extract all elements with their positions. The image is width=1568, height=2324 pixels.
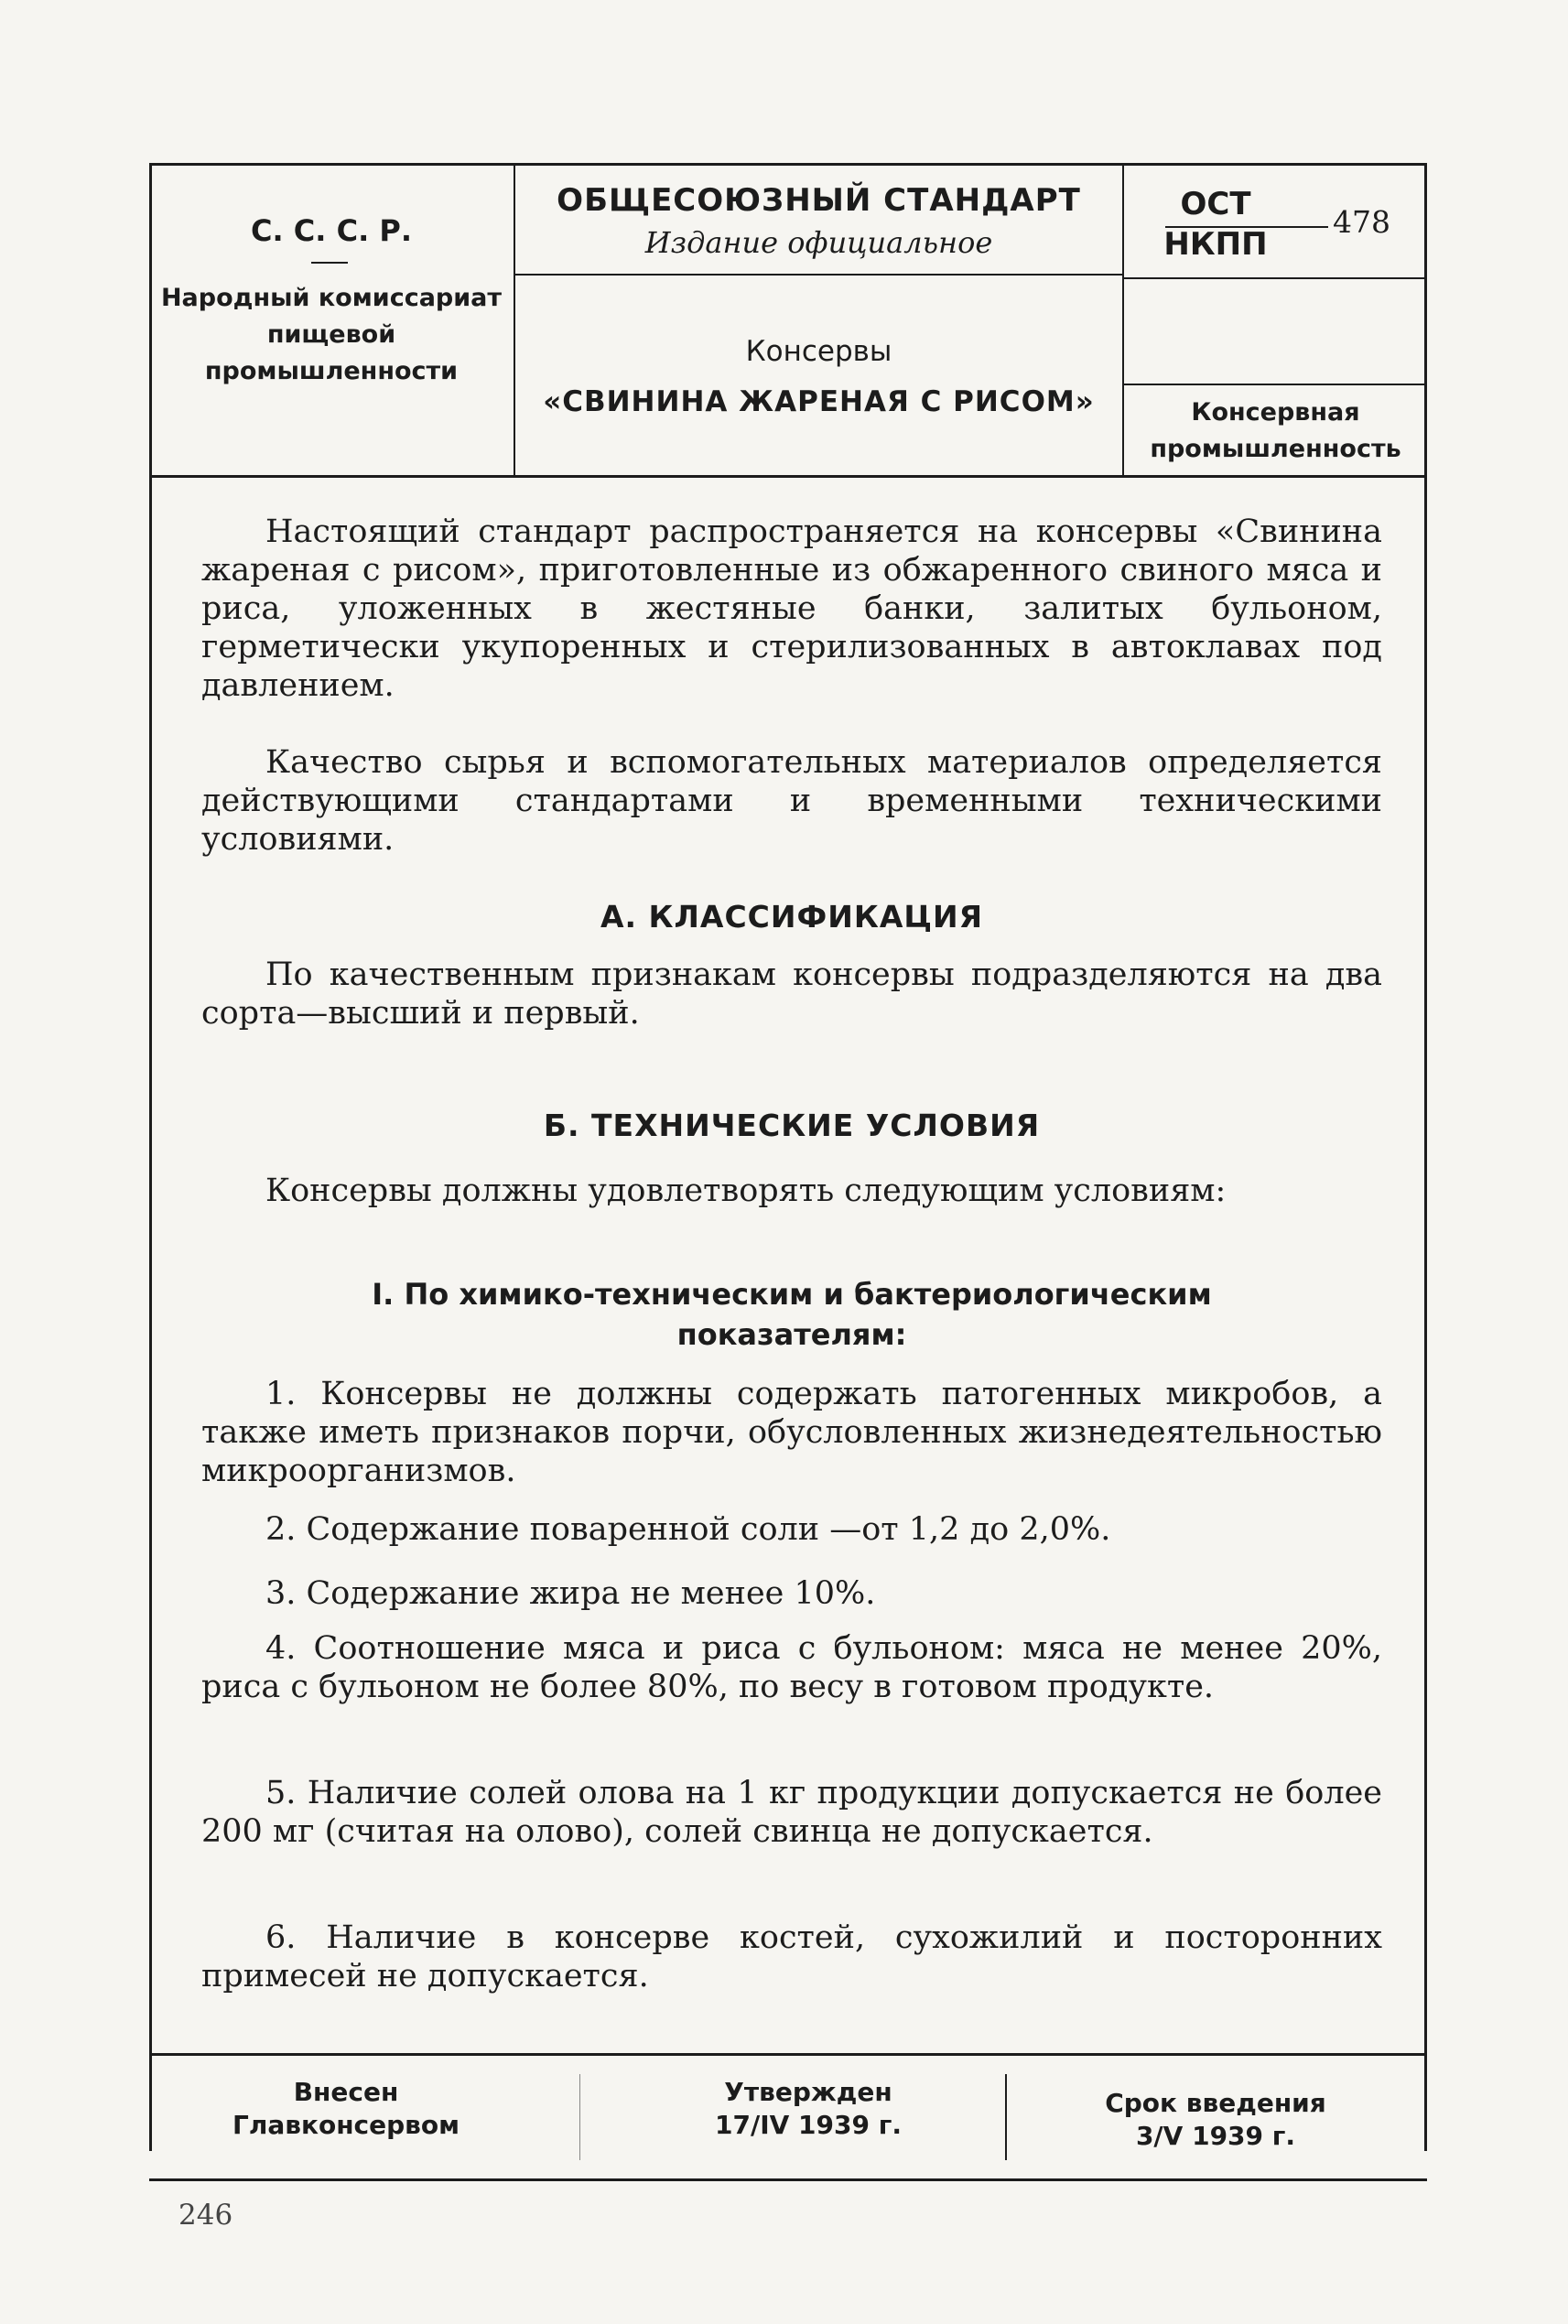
requirement-item-4: 4. Соотношение мяса и риса с бульоном: мяса не менее 20%, риса с бульоном не более 80%, по весу в готовом продукте. (201, 1630, 1382, 1705)
requirement-item-1: 1. Консервы не должны содержать патогенных микробов, а также иметь признаков порчи, обусловленных жизнедеятельностью микроорганизмов. (201, 1376, 1382, 1489)
header-middle-cell (515, 166, 1124, 475)
ministry-label: Народный комиссариат пищевой промышленности (160, 284, 503, 385)
ost-authority: НКПП (1163, 226, 1268, 263)
approved-value: 17/IV 1939 г. (715, 2110, 902, 2140)
subsection-1-heading-line2: показателям: (676, 1317, 907, 1352)
product-kind: Консервы (745, 335, 892, 368)
submitted-by (149, 2076, 543, 2142)
standard-subtitle: Издание официальное (644, 225, 993, 260)
effective-value: 3/V 1939 г. (1135, 2121, 1296, 2151)
subsection-1-heading-line1: I. По химико-техническим и бактериологическим (372, 1277, 1212, 1312)
industry-label: Консервная промышленность (1150, 398, 1401, 463)
header-divider (1124, 277, 1427, 279)
approved-label: Утвержден (724, 2077, 892, 2107)
product-name: «СВИНИНА ЖАРЕНАЯ С РИСОМ» (543, 385, 1095, 418)
header-divider (515, 274, 1122, 276)
standard-footer (149, 2053, 1427, 2181)
intro-paragraph-1: Настоящий стандарт распространяется на консервы «Свинина жареная с рисом», приготовленные из обжаренного свиного мяса и риса, уложенных в жестяные банки, залитых бульоном, герметически укупоренных и стерилизованных в автоклавах под давлением. (201, 513, 1382, 704)
header-right-cell (1124, 166, 1427, 475)
subsection-1-heading (165, 1274, 1419, 1355)
standard-title: ОБЩЕСОЮЗНЫЙ СТАНДАРТ (557, 182, 1081, 219)
requirement-item-5: 5. Наличие солей олова на 1 кг продукции допускается не более 200 мг (считая на олово), солей свинца не допускается. (201, 1775, 1382, 1850)
requirement-item-3: 3. Содержание жира не менее 10%. (265, 1575, 876, 1612)
submitted-label: Внесен (293, 2077, 399, 2107)
header-divider (1124, 384, 1427, 385)
section-a-paragraph: По качественным признакам консервы подразделяются на два сорта—высший и первый. (201, 957, 1382, 1032)
approved-date (589, 2076, 1028, 2142)
requirement-item-6: 6. Наличие в консерве костей, сухожилий и посторонних примесей не допускается. (201, 1919, 1382, 1994)
header-left-cell (149, 166, 515, 475)
ost-code: ОСТ (1180, 186, 1251, 222)
section-b-heading: Б. ТЕХНИЧЕСКИЕ УСЛОВИЯ (543, 1108, 1041, 1143)
effective-label: Срок введения (1105, 2088, 1326, 2118)
ost-number: 478 (1333, 204, 1390, 240)
effective-date (1014, 2087, 1417, 2153)
footer-divider (1005, 2074, 1007, 2160)
standard-header (149, 163, 1427, 478)
requirement-item-2: 2. Содержание поваренной соли —от 1,2 до 2,0%. (265, 1511, 1111, 1548)
section-b-paragraph: Консервы должны удовлетворять следующим условиям: (265, 1173, 1227, 1209)
section-a-heading: А. КЛАССИФИКАЦИЯ (600, 899, 984, 935)
country-label: С. С. С. Р. (251, 213, 412, 248)
submitted-organization: Главконсервом (232, 2110, 460, 2140)
intro-paragraph-2: Качество сырья и вспомогательных материалов определяется действующими стандартами и временными техническими условиями. (201, 744, 1382, 858)
page-number: 246 (178, 2199, 233, 2232)
country-underline (311, 262, 348, 264)
footer-divider (579, 2074, 580, 2160)
